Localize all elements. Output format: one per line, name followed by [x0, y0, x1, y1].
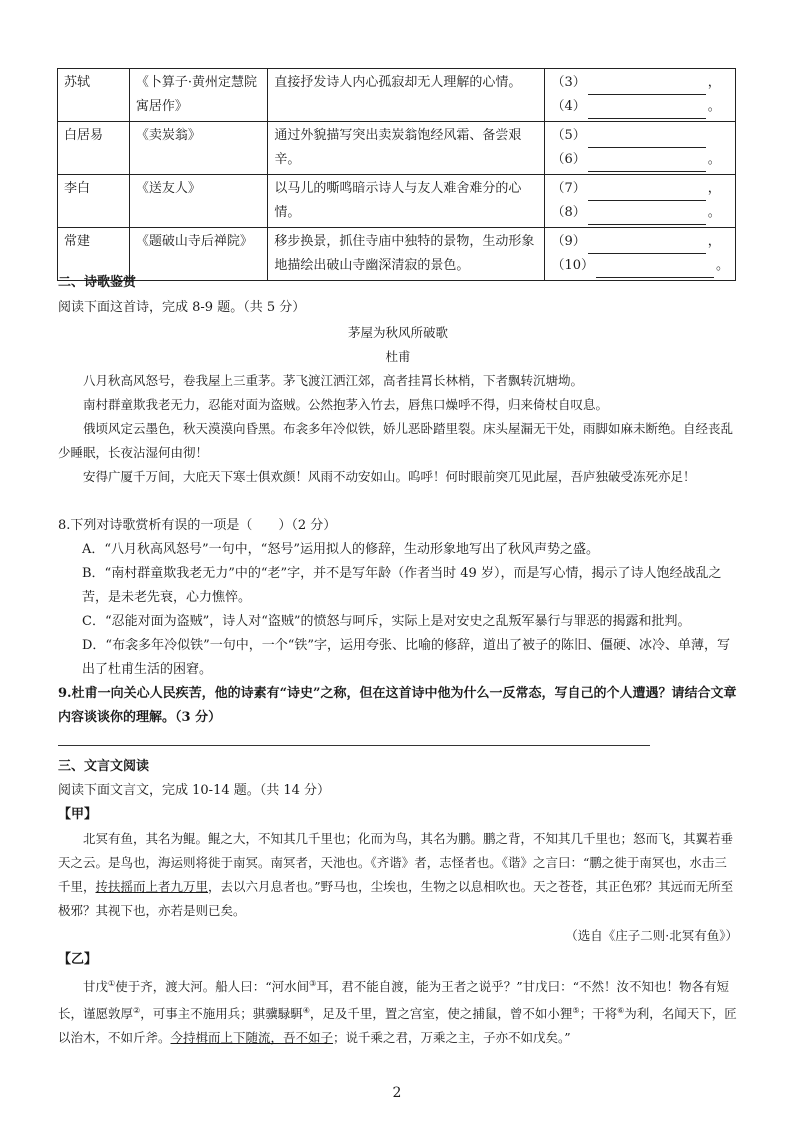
blank-underline [588, 133, 706, 148]
poet-table-row [58, 122, 736, 175]
poet-table [57, 68, 736, 281]
blank-underline [588, 186, 706, 201]
blank-underline [588, 210, 706, 225]
underlined-sentence-yi: 今持楫而上下随流，吾不如子 [170, 1030, 334, 1046]
fill-in-blanks [545, 175, 736, 228]
poem-title: 茅屋为秋风所破歌 [347, 325, 448, 340]
blank-2[interactable]: （4） 。 [551, 95, 729, 119]
passage-yi: 甘戊①使于齐，渡大河。船人曰：“河水间③耳，君不能自渡，能为王者之说乎？”甘戊曰：“不然！汝不知也！物各有短长，谨愿敦厚②，可事主不施用兵；骐骥騄駬④，足及千里，置之宫室，使之捕鼠，曾不如小狸⑤；干将⑥为利，名闻天下，匠以治木，不如斤斧。今持楫而上下随流，吾不如子；说千乘之君，万乘之主，子亦不如戊矣。” [58, 979, 737, 1046]
passage-jia-label: 【甲】 [58, 807, 98, 822]
poem-title-cell: 《卜算子·黄州定慧院寓居作》 [129, 69, 268, 122]
passage-jia-source: （选自《庄子二则·北冥有鱼》） [565, 928, 738, 943]
poem-description: 通过外貌描写突出卖炭翁饱经风霜、备尝艰辛。 [268, 122, 545, 175]
poet-table-row [58, 175, 736, 228]
fill-in-blanks [545, 69, 736, 122]
passage-jia: 北冥有鱼，其名为鲲。鲲之大，不知其几千里也；化而为鸟，其名为鹏。鹏之背，不知其几千里也；怒而飞，其翼若垂天之云。是鸟也，海运则将徙于南冥。南冥者，天池也。《齐谐》者，志怪者也。《谐》之言曰：“鹏之徙于南冥也，水击三千里，抟扶摇而上者九万里，去以六月息者也。”野马也，尘埃也，生物之以息相吹也。天之苍苍，其正色邪？其远而无所至极邪？其视下也，亦若是则已矣。 [58, 831, 734, 918]
blank-underline [588, 157, 706, 172]
answer-line[interactable] [58, 745, 650, 746]
poem-description: 以马儿的嘶鸣暗示诗人与友人难舍难分的心情。 [268, 175, 545, 228]
poem-title-cell: 《题破山寺后禅院》 [129, 228, 268, 281]
question-8-option-d: D．“布衾多年冷似铁”一句中，一个“铁”字，运用夸张、比喻的修辞，道出了被子的陈旧、僵硬、冰冷、单薄，写出了杜甫生活的困窘。 [82, 638, 731, 677]
section2-heading: 二、诗歌鉴赏 [58, 275, 137, 290]
fill-in-blanks [545, 122, 736, 175]
question-8-option-b: B．“南村群童欺我老无力”中的“老”字，并不是写年龄（作者当时 49 岁），而是写心情，揭示了诗人饱经战乱之苦，是未老先衰，心力憔悴。 [82, 566, 722, 605]
poem-description: 移步换景，抓住寺庙中独特的景物，生动形象地描绘出破山寺幽深清寂的景色。 [268, 228, 545, 281]
poem-title-cell: 《卖炭翁》 [129, 122, 268, 175]
poet-name: 李白 [58, 175, 130, 228]
poet-name: 白居易 [58, 122, 130, 175]
passage-yi-label: 【乙】 [58, 952, 98, 967]
blank-1[interactable]: （3） ， [551, 71, 729, 95]
section2-instruction: 阅读下面这首诗，完成 8-9 题。（共 5 分） [58, 300, 306, 315]
poem-paragraph-1: 八月秋高风怒号，卷我屋上三重茅。茅飞渡江洒江郊，高者挂罥长林梢，下者飘转沉塘坳。 [83, 373, 584, 388]
poem-description: 直接抒发诗人内心孤寂却无人理解的心情。 [268, 69, 545, 122]
question-9: 9.杜甫一向关心人民疾苦，他的诗素有“诗史”之称，但在这首诗中他为什么一反常态，写自己的个人遭遇？请结合文章内容谈谈你的理解。（3 分） [58, 686, 737, 725]
poet-table-row [58, 69, 736, 122]
poet-name: 常建 [58, 228, 130, 281]
poem-author: 杜甫 [385, 349, 411, 364]
question-8-option-c: C．“忍能对面为盗贼”，诗人对“盗贼”的愤怒与呵斥，实际上是对安史之乱叛军暴行与罪恶的揭露和批判。 [82, 614, 691, 629]
blank-1[interactable]: （5） [551, 124, 729, 148]
blank-1[interactable]: （7） ， [551, 177, 729, 201]
blank-2[interactable]: （8） 。 [551, 201, 729, 225]
blank-2[interactable]: （10） 。 [551, 254, 729, 278]
blank-underline [588, 104, 706, 119]
poem-title-cell: 《送友人》 [129, 175, 268, 228]
poem-paragraph-2: 南村群童欺我老无力，忍能对面为盗贼。公然抱茅入竹去，唇焦口燥呼不得，归来倚杖自叹息。 [83, 397, 609, 412]
blank-underline [588, 80, 706, 95]
page-number: 2 [392, 1085, 402, 1101]
section3-heading: 三、文言文阅读 [58, 759, 150, 774]
question-8: 8.下列对诗歌赏析有误的一项是（ ）（2 分） [58, 518, 337, 533]
question-8-option-a: A．“八月秋高风怒号”一句中，“怒号”运用拟人的修辞，生动形象地写出了秋风声势之盛。 [82, 542, 599, 557]
section3-instruction: 阅读下面文言文，完成 10-14 题。（共 14 分） [58, 783, 331, 798]
blank-1[interactable]: （9） ， [551, 230, 729, 254]
poem-paragraph-4: 安得广厦千万间，大庇天下寒士俱欢颜！风雨不动安如山。呜呼！何时眼前突兀见此屋，吾庐独破受冻死亦足！ [83, 469, 696, 484]
poem-paragraph-3: 俄顷风定云墨色，秋天漠漠向昏黑。布衾多年冷似铁，娇儿恶卧踏里裂。床头屋漏无干处，雨脚如麻未断绝。自经丧乱少睡眠，长夜沾湿何由彻！ [58, 421, 734, 460]
poet-name: 苏轼 [58, 69, 130, 122]
blank-2[interactable]: （6） 。 [551, 148, 729, 172]
underlined-sentence-jia: 抟扶摇而上者九万里 [95, 879, 209, 894]
blank-underline [588, 239, 706, 254]
